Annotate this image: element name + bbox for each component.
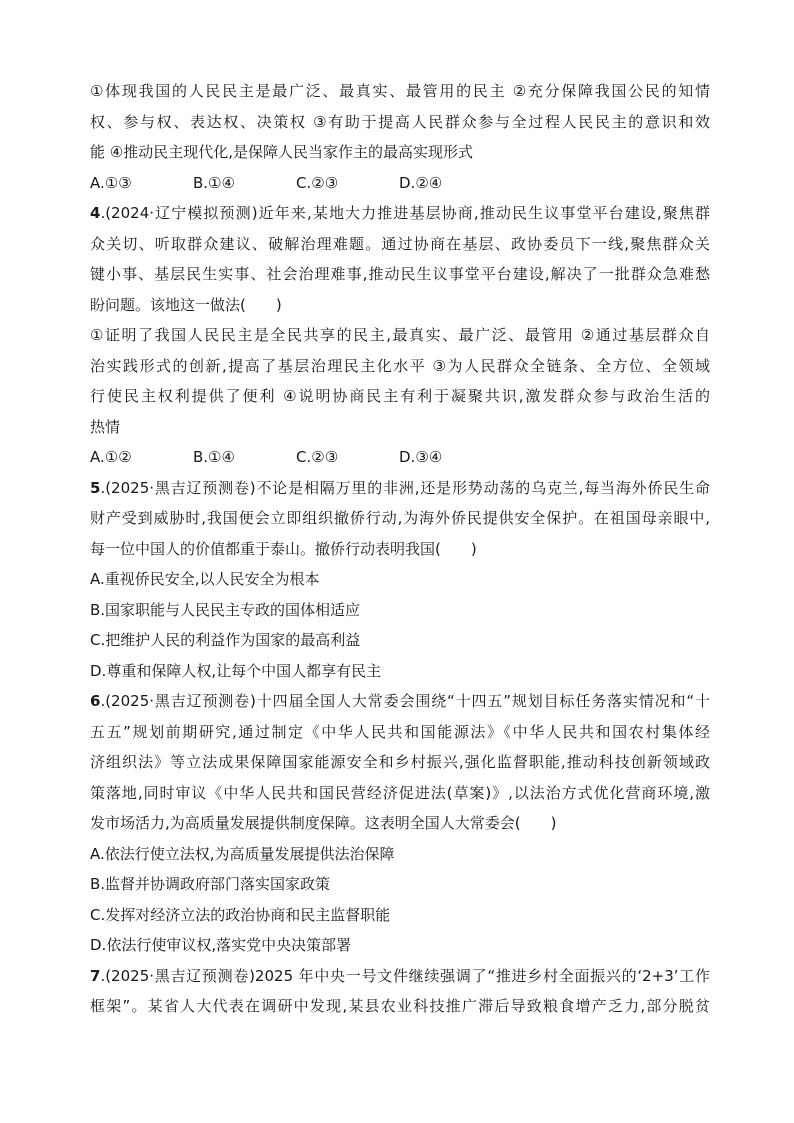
q3-options	[90, 168, 710, 199]
q4-number: 4	[90, 204, 101, 222]
q4-statement-line: 热情	[90, 417, 121, 436]
q6-choice-c: C.发挥对经济立法的政治协商和民主监督职能	[90, 905, 391, 924]
q5-number: 5	[90, 478, 101, 497]
q3-statement-line: ①体现我国的人民民主是最广泛、最真实、最管用的民主 ②充分保障我国公民的知情	[90, 82, 710, 100]
q5-choice-c: C.把维护人民的利益作为国家的最高利益	[90, 631, 361, 649]
q6-stem-line: 五五”规划前期研究,通过制定《中华人民共和国能源法》《中华人民共和国农村集体经	[90, 722, 710, 741]
q5-choice-b: B.国家职能与人民民主专政的国体相适应	[90, 600, 361, 619]
q3-statement-line: 能 ④推动民主现代化,是保障人民当家作主的最高实现形式	[90, 143, 473, 161]
q4-option-d: D.③④	[399, 448, 443, 466]
q6-choice-d: D.依法行使审议权,落实党中央决策部署	[90, 936, 352, 954]
q5-stem-line: 5.(2025·黑吉辽预测卷)不论是相隔万里的非洲,还是形势动荡的乌克兰,每当海外侨民生命	[90, 478, 710, 497]
q5-choice-a: A.重视侨民安全,以人民安全为根本	[90, 570, 320, 588]
q5-choice-d: D.尊重和保障人权,让每个中国人都享有民主	[90, 661, 382, 680]
q3-option-d: D.②④	[399, 173, 443, 192]
q5-stem-line: 财产受到威胁时,我国便会立即组织撤侨行动,为海外侨民提供安全保护。在祖国母亲眼中,	[90, 509, 710, 527]
q6-stem-line: 6.(2025·黑吉辽预测卷)十四届全国人大常委会围绕“十四五”规划目标任务落实情况和“十	[90, 692, 710, 710]
q6-choice-b: B.监督并协调政府部门落实国家政策	[90, 875, 331, 893]
q6-number: 6	[90, 692, 101, 710]
q4-stem-line: 键小事、基层民生实事、社会治理难事,推动民生议事堂平台建设,解决了一批群众急难愁	[90, 265, 710, 283]
q6-stem-line: 策落地,同时审议《中华人民共和国民营经济促进法(草案)》,以法治方式优化营商环境,激	[90, 783, 710, 802]
q3-statement-line: 权、参与权、表达权、决策权 ③有助于提高人民群众参与全过程人民民主的意识和效	[90, 112, 710, 131]
q3-option-c: C.②③	[296, 173, 339, 192]
q4-option-b: B.①④	[193, 448, 235, 466]
document-page	[90, 76, 710, 1022]
q3-option-a: A.①③	[90, 173, 132, 192]
q7-stem-line: 框架”。某省人大代表在调研中发现,某县农业科技推广滞后导致粮食增产乏力,部分脱贫	[90, 997, 710, 1015]
q6-stem-line: 发市场活力,为高质量发展提供制度保障。这表明全国人大常委会( )	[90, 814, 557, 832]
q3-option-b: B.①④	[193, 173, 235, 192]
q7-number: 7	[90, 966, 101, 985]
q4-stem-line: 4.(2024·辽宁模拟预测)近年来,某地大力推进基层协商,推动民生议事堂平台建设,聚焦群	[90, 204, 710, 222]
q4-statement-line: ①证明了我国人民民主是全民共享的民主,最真实、最广泛、最管用 ②通过基层群众自	[90, 326, 710, 344]
q6-stem-line: 济组织法》等立法成果保障国家能源安全和乡村振兴,强化监督职能,推动科技创新领域政	[90, 753, 710, 771]
q4-statement-line: 治实践形式的创新,提高了基层治理民主化水平 ③为人民群众全链条、全方位、全领域	[90, 356, 710, 375]
q4-options	[90, 442, 710, 473]
q4-stem-line: 盼问题。该地这一做法( )	[90, 295, 282, 314]
q4-statement-line: 行使民主权利提供了便利 ④说明协商民主有利于凝聚共识,激发群众参与政治生活的	[90, 387, 710, 405]
q6-choice-a: A.依法行使立法权,为高质量发展提供法治保障	[90, 844, 395, 863]
q4-stem-line: 众关切、听取群众建议、破解治理难题。通过协商在基层、政协委员下一线,聚焦群众关	[90, 234, 710, 253]
q4-option-c: C.②③	[296, 448, 339, 466]
q5-stem-line: 每一位中国人的价值都重于泰山。撤侨行动表明我国( )	[90, 539, 477, 558]
q7-stem-line: 7.(2025·黑吉辽预测卷)2025 年中央一号文件继续强调了“推进乡村全面振兴的‘2+3’工作	[90, 966, 710, 985]
q4-option-a: A.①②	[90, 448, 132, 466]
